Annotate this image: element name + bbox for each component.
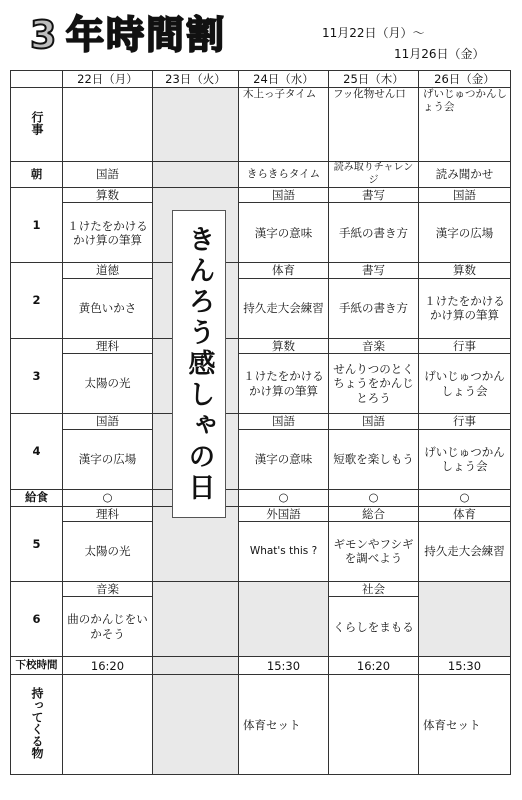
bring-tue — [153, 675, 239, 775]
p3-thu-subject: 音楽 — [329, 338, 419, 353]
p4-wed-content: 漢字の意味 — [239, 429, 329, 489]
p5-wed-subject: 外国語 — [239, 506, 329, 521]
p4-fri-content: げいじゅつかんしょう会 — [419, 429, 511, 489]
p2-wed-content: 持久走大会練習 — [239, 278, 329, 338]
row-label-p2: 2 — [11, 263, 63, 338]
bring-thu — [329, 675, 419, 775]
p4-mon-subject: 国語 — [63, 414, 153, 429]
events-thu: フッ化物せん口 — [329, 88, 419, 162]
p1-thu-content: 手紙の書き方 — [329, 203, 419, 263]
p5-content-row — [11, 521, 511, 581]
p6-tue — [153, 581, 239, 656]
p2-mon-content: 黄色いかさ — [63, 278, 153, 338]
bring-fri: 体育セット — [419, 675, 511, 775]
row-label-bring: 持ってくる物 — [11, 675, 63, 775]
dismissal-tue — [153, 657, 239, 675]
p2-content-row — [11, 278, 511, 338]
p4-wed-subject: 国語 — [239, 414, 329, 429]
p3-subject-row — [11, 338, 511, 353]
morning-mon: 国語 — [63, 162, 153, 188]
dismissal-thu: 16:20 — [329, 657, 419, 675]
p1-subject-row — [11, 188, 511, 203]
p1-fri-content: 漢字の広場 — [419, 203, 511, 263]
day-header-thu: 25日（木） — [329, 71, 419, 88]
title-area — [0, 0, 522, 70]
p2-mon-subject: 道徳 — [63, 263, 153, 278]
dismissal-row — [11, 657, 511, 675]
day-header-fri: 26日（金） — [419, 71, 511, 88]
events-mon — [63, 88, 153, 162]
p4-content-row — [11, 429, 511, 489]
p1-thu-subject: 書写 — [329, 188, 419, 203]
p6-wed — [239, 581, 329, 656]
p5-thu-subject: 総合 — [329, 506, 419, 521]
p3-fri-content: げいじゅつかんしょう会 — [419, 354, 511, 414]
row-label-p1: 1 — [11, 188, 63, 263]
bring-row — [11, 675, 511, 775]
corner-cell — [11, 71, 63, 88]
p4-mon-content: 漢字の広場 — [63, 429, 153, 489]
row-label-p4: 4 — [11, 414, 63, 489]
date-range-end: 11月26日（金） — [394, 47, 485, 61]
p5-subject-row — [11, 506, 511, 521]
bring-wed: 体育セット — [239, 675, 329, 775]
p1-mon-subject: 算数 — [63, 188, 153, 203]
p5-fri-content: 持久走大会練習 — [419, 521, 511, 581]
p6-mon-subject: 音楽 — [63, 581, 153, 596]
row-label-morning: 朝 — [11, 162, 63, 188]
p3-mon-subject: 理科 — [63, 338, 153, 353]
p5-fri-subject: 体育 — [419, 506, 511, 521]
events-fri: げいじゅつかんしょう会 — [419, 88, 511, 162]
p3-fri-subject: 行事 — [419, 338, 511, 353]
day-header-tue: 23日（火） — [153, 71, 239, 88]
events-row — [11, 88, 511, 162]
morning-fri: 読み聞かせ — [419, 162, 511, 188]
p2-fri-content: １けたをかけるかけ算の筆算 — [419, 278, 511, 338]
date-range-start: 11月22日（月）～ — [322, 26, 425, 40]
p2-subject-row — [11, 263, 511, 278]
p4-thu-subject: 国語 — [329, 414, 419, 429]
morning-thu: 読み取りチャレンジ — [329, 162, 419, 188]
row-label-lunch: 給食 — [11, 489, 63, 506]
row-label-p5: 5 — [11, 506, 63, 581]
p2-thu-subject: 書写 — [329, 263, 419, 278]
p5-wed-content: What's this ? — [239, 521, 329, 581]
lunch-fri: ○ — [419, 489, 511, 506]
p6-thu-subject: 社会 — [329, 581, 419, 596]
day-header-mon: 22日（月） — [63, 71, 153, 88]
p1-fri-subject: 国語 — [419, 188, 511, 203]
p1-content-row — [11, 203, 511, 263]
p4-fri-subject: 行事 — [419, 414, 511, 429]
p2-thu-content: 手紙の書き方 — [329, 278, 419, 338]
timetable — [10, 70, 511, 775]
p2-wed-subject: 体育 — [239, 263, 329, 278]
p4-subject-row — [11, 414, 511, 429]
dismissal-fri: 15:30 — [419, 657, 511, 675]
p6-fri — [419, 581, 511, 656]
morning-row — [11, 162, 511, 188]
grade-number: 3 — [30, 13, 57, 57]
p1-wed-content: 漢字の意味 — [239, 203, 329, 263]
p6-subject-row — [11, 581, 511, 596]
p3-wed-content: １けたをかけるかけ算の筆算 — [239, 354, 329, 414]
lunch-mon: ○ — [63, 489, 153, 506]
row-label-events: 行事 — [11, 88, 63, 162]
row-label-p6: 6 — [11, 581, 63, 656]
p2-fri-subject: 算数 — [419, 263, 511, 278]
p3-wed-subject: 算数 — [239, 338, 329, 353]
p3-thu-content: せんりつのとくちょうをかんじとろう — [329, 354, 419, 414]
events-tue — [153, 88, 239, 162]
header-row — [11, 71, 511, 88]
p5-thu-content: ギモンやフシギを調べよう — [329, 521, 419, 581]
events-wed: 木上っ子タイム — [239, 88, 329, 162]
holiday-banner — [172, 210, 226, 518]
p3-mon-content: 太陽の光 — [63, 354, 153, 414]
lunch-wed: ○ — [239, 489, 329, 506]
dismissal-wed: 15:30 — [239, 657, 329, 675]
page-title: 年時間割 — [66, 13, 227, 57]
row-label-p3: 3 — [11, 338, 63, 413]
lunch-row — [11, 489, 511, 506]
day-header-wed: 24日（水） — [239, 71, 329, 88]
lunch-thu: ○ — [329, 489, 419, 506]
p6-thu-content: くらしをまもる — [329, 597, 419, 657]
p5-mon-content: 太陽の光 — [63, 521, 153, 581]
p3-content-row — [11, 354, 511, 414]
holiday-banner-text: きんろう感しゃの日 — [183, 224, 215, 504]
p1-wed-subject: 国語 — [239, 188, 329, 203]
dismissal-mon: 16:20 — [63, 657, 153, 675]
morning-wed: きらきらタイム — [239, 162, 329, 188]
p6-mon-content: 曲のかんじをいかそう — [63, 597, 153, 657]
row-label-dismissal: 下校時間 — [11, 657, 63, 675]
morning-tue — [153, 162, 239, 188]
p1-mon-content: １けたをかけるかけ算の筆算 — [63, 203, 153, 263]
p4-thu-content: 短歌を楽しもう — [329, 429, 419, 489]
bring-mon — [63, 675, 153, 775]
p5-mon-subject: 理科 — [63, 506, 153, 521]
